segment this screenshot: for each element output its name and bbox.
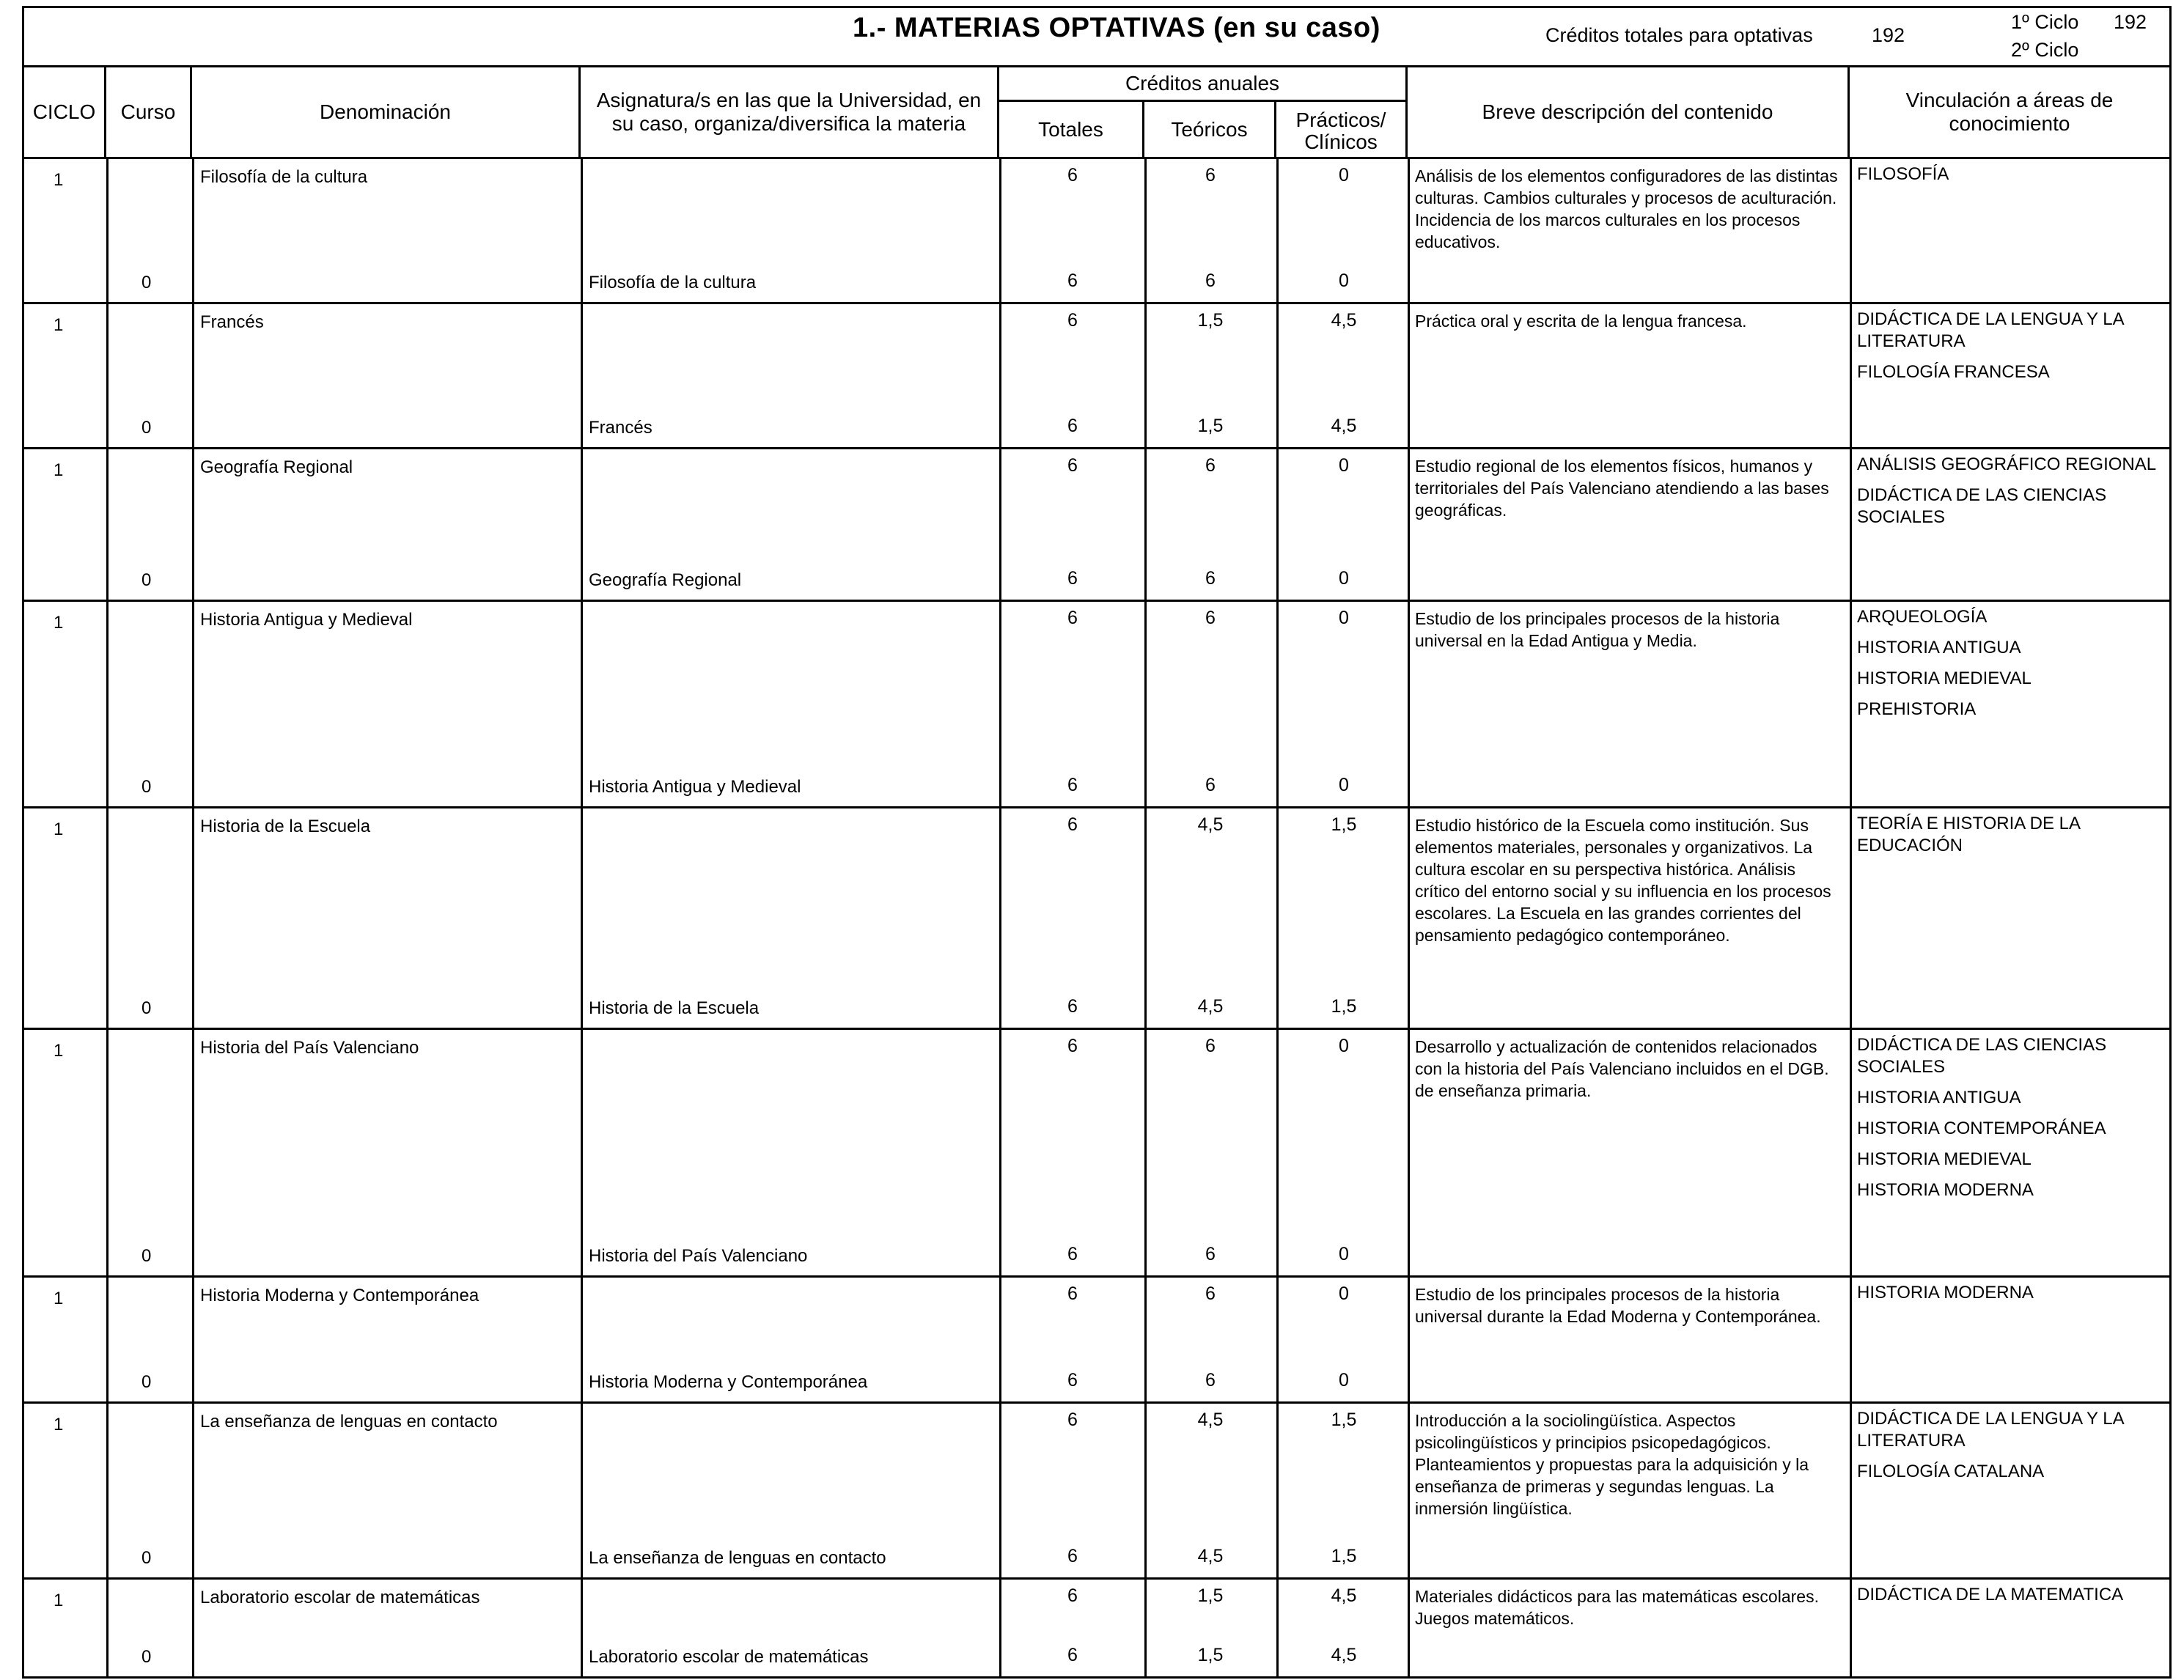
column-divider	[581, 449, 583, 600]
cell-teoricos: 1,5	[1197, 1585, 1224, 1606]
document-page	[22, 6, 2172, 1679]
cell-practicos-sub: 0	[1339, 1370, 1349, 1390]
table-row	[24, 1404, 2169, 1580]
column-divider	[106, 1580, 109, 1676]
column-divider	[1144, 1404, 1147, 1577]
cell-asignatura: Historia del País Valenciano	[589, 1246, 808, 1266]
cell-curso: 0	[141, 273, 152, 292]
cell-denominacion: Filosofía de la cultura	[200, 167, 368, 187]
cell-curso: 0	[141, 998, 152, 1018]
cell-descripcion: Materiales didácticos para las matemáticas escolares. Juegos matemáticos.	[1415, 1587, 1819, 1628]
cell-totales-sub: 6	[1067, 1546, 1078, 1566]
cell-totales-sub: 6	[1067, 1244, 1078, 1264]
cell-ciclo: 1	[54, 819, 64, 839]
column-divider	[106, 1278, 109, 1401]
cell-denominacion: Historia de la Escuela	[200, 817, 371, 836]
cell-totales: 6	[1067, 455, 1078, 476]
column-divider	[106, 808, 109, 1028]
column-divider	[1144, 1580, 1147, 1676]
col-header-descripcion: Breve descripción del contenido	[1408, 67, 1850, 157]
column-divider	[1850, 1030, 1852, 1275]
column-divider	[1276, 159, 1279, 302]
cell-totales-sub: 6	[1067, 568, 1078, 589]
column-divider	[999, 304, 1001, 447]
area-item: HISTORIA ANTIGUA	[1857, 1088, 2021, 1108]
cell-totales-sub: 6	[1067, 416, 1078, 436]
column-divider	[1408, 304, 1410, 447]
column-divider	[999, 808, 1001, 1028]
column-divider	[192, 1580, 194, 1676]
cell-curso: 0	[141, 570, 152, 590]
cell-totales: 6	[1067, 1283, 1078, 1304]
column-divider	[1276, 1030, 1279, 1275]
cell-denominacion: Historia Antigua y Medieval	[200, 610, 413, 630]
credits-total-label: Créditos totales para optativas	[1545, 24, 1813, 46]
column-divider	[106, 159, 109, 302]
cell-practicos-sub: 4,5	[1331, 416, 1357, 436]
cell-ciclo: 1	[54, 315, 64, 335]
cell-asignatura: Historia de la Escuela	[589, 998, 760, 1018]
cell-practicos: 4,5	[1331, 310, 1357, 331]
column-divider	[1144, 304, 1147, 447]
cell-practicos-sub: 4,5	[1331, 1645, 1357, 1665]
cell-teoricos-sub: 6	[1205, 1370, 1216, 1390]
cell-totales-sub: 6	[1067, 1645, 1078, 1665]
ciclo1-label: 1º Ciclo	[2011, 11, 2079, 33]
col-header-curso: Curso	[106, 67, 192, 157]
cell-totales: 6	[1067, 1410, 1078, 1430]
cell-teoricos-sub: 6	[1205, 568, 1216, 589]
cell-curso: 0	[141, 1647, 152, 1667]
cell-ciclo: 1	[54, 1041, 64, 1061]
cell-descripcion: Estudio regional de los elementos físicos, humanos y territoriales del País Valenciano atendiendo a las bases geográficas.	[1415, 457, 1829, 520]
col-header-teoricos: Teóricos	[1144, 102, 1276, 157]
column-divider	[1850, 602, 1852, 806]
area-item: ANÁLISIS GEOGRÁFICO REGIONAL	[1857, 454, 2157, 474]
column-divider	[1408, 1404, 1410, 1577]
cell-teoricos: 1,5	[1197, 310, 1224, 331]
area-item: FILOSOFÍA	[1857, 164, 1949, 184]
area-item: HISTORIA MODERNA	[1857, 1283, 2034, 1303]
cell-vinculacion	[1857, 813, 2165, 866]
col-header-creditos: Créditos anuales	[999, 67, 1405, 102]
cell-asignatura: Geografía Regional	[589, 570, 742, 590]
column-divider	[581, 159, 583, 302]
cell-practicos: 0	[1339, 455, 1349, 476]
col-header-ciclo: CICLO	[24, 67, 106, 157]
column-divider	[1408, 602, 1410, 806]
area-item: DIDÁCTICA DE LA MATEMATICA	[1857, 1585, 2124, 1605]
cell-teoricos-sub: 4,5	[1197, 996, 1224, 1017]
cell-curso: 0	[141, 418, 152, 438]
cell-practicos: 0	[1339, 1036, 1349, 1056]
column-divider	[999, 1580, 1001, 1676]
cell-descripcion: Análisis de los elementos configuradores de las distintas culturas. Cambios culturales y procesos de aculturación. Incidencia de los marcos culturales en los procesos educativos.	[1415, 166, 1838, 251]
col-header-asignatura: Asignatura/s en las que la Universidad, en su caso, organiza/diversifica la materia	[581, 67, 999, 157]
column-divider	[1276, 304, 1279, 447]
cell-practicos: 0	[1339, 165, 1349, 185]
table-row	[24, 808, 2169, 1030]
column-divider	[192, 808, 194, 1028]
cell-denominacion: Historia del País Valenciano	[200, 1038, 419, 1058]
cell-teoricos: 6	[1205, 455, 1216, 476]
column-divider	[192, 1030, 194, 1275]
column-divider	[106, 304, 109, 447]
column-divider	[192, 1278, 194, 1401]
area-item: DIDÁCTICA DE LAS CIENCIAS SOCIALES	[1857, 485, 2107, 527]
ciclo2-label: 2º Ciclo	[2011, 39, 2079, 61]
area-item: HISTORIA MODERNA	[1857, 1180, 2034, 1200]
cell-asignatura: Francés	[589, 418, 652, 438]
column-divider	[1408, 1580, 1410, 1676]
column-divider	[581, 1580, 583, 1676]
cell-teoricos-sub: 1,5	[1197, 1645, 1224, 1665]
column-divider	[1408, 1030, 1410, 1275]
column-divider	[1144, 159, 1147, 302]
table-row	[24, 304, 2169, 449]
column-divider	[1850, 1580, 1852, 1676]
cell-totales-sub: 6	[1067, 996, 1078, 1017]
cell-practicos-sub: 0	[1339, 1244, 1349, 1264]
cell-denominacion: Geografía Regional	[200, 457, 353, 477]
cell-asignatura: Filosofía de la cultura	[589, 273, 757, 292]
column-divider	[192, 1404, 194, 1577]
cell-descripcion: Estudio de los principales procesos de la historia universal durante la Edad Moderna y Contemporánea.	[1415, 1285, 1821, 1326]
cell-totales-sub: 6	[1067, 775, 1078, 795]
col-header-practicos: Prácticos/ Clínicos	[1295, 108, 1386, 153]
area-item: FILOLOGÍA CATALANA	[1857, 1462, 2045, 1481]
table-row	[24, 1580, 2169, 1679]
column-divider	[192, 449, 194, 600]
column-divider	[1276, 1404, 1279, 1577]
cell-ciclo: 1	[54, 613, 64, 633]
column-divider	[999, 602, 1001, 806]
cell-practicos: 1,5	[1331, 1410, 1357, 1430]
cell-totales: 6	[1067, 1036, 1078, 1056]
cell-teoricos-sub: 6	[1205, 775, 1216, 795]
column-divider	[581, 304, 583, 447]
column-divider	[106, 1404, 109, 1577]
ciclo1-value: 192	[2114, 11, 2147, 33]
col-header-vinculacion: Vinculación a áreas de conocimiento	[1905, 89, 2114, 135]
cell-totales: 6	[1067, 165, 1078, 185]
cell-denominacion: Laboratorio escolar de matemáticas	[200, 1588, 480, 1607]
column-divider	[1276, 808, 1279, 1028]
column-divider	[1850, 1278, 1852, 1401]
cell-vinculacion	[1857, 163, 2165, 194]
cell-vinculacion	[1857, 606, 2165, 729]
table-row	[24, 602, 2169, 808]
column-divider	[192, 602, 194, 806]
cell-teoricos: 6	[1205, 1036, 1216, 1056]
cell-asignatura: La enseñanza de lenguas en contacto	[589, 1548, 886, 1568]
cell-curso: 0	[141, 1372, 152, 1392]
column-divider	[1408, 159, 1410, 302]
cell-descripcion: Estudio de los principales procesos de la historia universal en la Edad Antigua y Media.	[1415, 609, 1780, 650]
column-divider	[1850, 449, 1852, 600]
area-item: DIDÁCTICA DE LA LENGUA Y LA LITERATURA	[1857, 309, 2124, 351]
column-divider	[192, 159, 194, 302]
cell-practicos-sub: 0	[1339, 270, 1349, 291]
cell-teoricos-sub: 6	[1205, 270, 1216, 291]
cell-denominacion: Historia Moderna y Contemporánea	[200, 1286, 479, 1305]
cell-totales-sub: 6	[1067, 1370, 1078, 1390]
cell-descripcion: Desarrollo y actualización de contenidos relacionados con la historia del País Valenciano incluidos en el DGB. de enseñanza primaria.	[1415, 1037, 1829, 1100]
column-divider	[1850, 159, 1852, 302]
cell-practicos-sub: 0	[1339, 775, 1349, 795]
column-divider	[999, 1278, 1001, 1401]
cell-practicos: 0	[1339, 608, 1349, 628]
cell-teoricos: 6	[1205, 608, 1216, 628]
cell-descripcion: Práctica oral y escrita de la lengua francesa.	[1415, 312, 1747, 331]
cell-asignatura: Historia Moderna y Contemporánea	[589, 1372, 868, 1392]
cell-totales-sub: 6	[1067, 270, 1078, 291]
area-item: TEORÍA E HISTORIA DE LA EDUCACIÓN	[1857, 814, 2080, 855]
cell-vinculacion	[1857, 309, 2165, 392]
cell-teoricos: 6	[1205, 165, 1216, 185]
cell-vinculacion	[1857, 1408, 2165, 1492]
cell-vinculacion	[1857, 1034, 2165, 1210]
column-divider	[106, 449, 109, 600]
cell-teoricos-sub: 1,5	[1197, 416, 1224, 436]
col-header-totales: Totales	[999, 102, 1144, 157]
cell-practicos-sub: 1,5	[1331, 1546, 1357, 1566]
cell-ciclo: 1	[54, 1591, 64, 1610]
column-divider	[999, 1030, 1001, 1275]
area-item: HISTORIA ANTIGUA	[1857, 638, 2021, 657]
cell-curso: 0	[141, 1548, 152, 1568]
column-divider	[1276, 1278, 1279, 1401]
column-divider	[581, 1030, 583, 1275]
table-row	[24, 159, 2169, 304]
column-divider	[1276, 602, 1279, 806]
column-divider	[999, 449, 1001, 600]
table-row	[24, 1278, 2169, 1404]
cell-curso: 0	[141, 777, 152, 797]
cell-teoricos: 4,5	[1197, 1410, 1224, 1430]
cell-practicos-sub: 0	[1339, 568, 1349, 589]
cell-vinculacion	[1857, 1282, 2165, 1313]
table-row	[24, 449, 2169, 602]
title-bar	[22, 6, 2172, 65]
area-item: HISTORIA CONTEMPORÁNEA	[1857, 1119, 2106, 1138]
cell-practicos: 4,5	[1331, 1585, 1357, 1606]
column-divider	[1408, 449, 1410, 600]
column-divider	[1408, 1278, 1410, 1401]
column-divider	[1144, 602, 1147, 806]
cell-practicos: 1,5	[1331, 814, 1357, 835]
column-divider	[1408, 808, 1410, 1028]
column-divider	[581, 602, 583, 806]
column-divider	[1144, 808, 1147, 1028]
column-divider	[1850, 304, 1852, 447]
cell-vinculacion	[1857, 1584, 2165, 1615]
cell-ciclo: 1	[54, 1289, 64, 1308]
cell-teoricos-sub: 4,5	[1197, 1546, 1224, 1566]
area-item: HISTORIA MEDIEVAL	[1857, 668, 2032, 688]
area-item: ARQUEOLOGÍA	[1857, 607, 1988, 627]
column-divider	[106, 1030, 109, 1275]
cell-totales: 6	[1067, 310, 1078, 331]
area-item: DIDÁCTICA DE LA LENGUA Y LA LITERATURA	[1857, 1409, 2124, 1451]
cell-curso: 0	[141, 1246, 152, 1266]
cell-asignatura: Laboratorio escolar de matemáticas	[589, 1647, 869, 1667]
page-title: 1.- MATERIAS OPTATIVAS (en su caso)	[853, 12, 1380, 43]
column-divider	[999, 159, 1001, 302]
cell-ciclo: 1	[54, 1415, 64, 1434]
table-row	[24, 1030, 2169, 1278]
cell-teoricos: 4,5	[1197, 814, 1224, 835]
col-header-creditos-group	[999, 67, 1408, 157]
column-divider	[192, 304, 194, 447]
cell-teoricos-sub: 6	[1205, 1244, 1216, 1264]
column-divider	[581, 808, 583, 1028]
cell-denominacion: La enseñanza de lenguas en contacto	[200, 1412, 498, 1432]
table-body	[22, 159, 2172, 1679]
cell-ciclo: 1	[54, 460, 64, 480]
column-divider	[1144, 1278, 1147, 1401]
column-divider	[999, 1404, 1001, 1577]
column-divider	[1850, 1404, 1852, 1577]
column-divider	[581, 1404, 583, 1577]
column-divider	[1850, 808, 1852, 1028]
area-item: DIDÁCTICA DE LAS CIENCIAS SOCIALES	[1857, 1035, 2107, 1077]
column-divider	[1144, 449, 1147, 600]
cell-totales: 6	[1067, 608, 1078, 628]
column-divider	[581, 1278, 583, 1401]
cell-denominacion: Francés	[200, 312, 264, 332]
cell-ciclo: 1	[54, 170, 64, 190]
cell-practicos: 0	[1339, 1283, 1349, 1304]
area-item: FILOLOGÍA FRANCESA	[1857, 362, 2050, 382]
column-divider	[1276, 449, 1279, 600]
credits-total-value: 192	[1872, 24, 1905, 46]
cell-practicos-sub: 1,5	[1331, 996, 1357, 1017]
cell-descripcion: Introducción a la sociolingüística. Aspectos psicolingüísticos y principios psicopedagógicos. Planteamientos y propuestas para la adquisición y la enseñanza de primeras y segundas lenguas. La inmersión lingüística.	[1415, 1411, 1809, 1518]
column-divider	[1276, 1580, 1279, 1676]
table-header	[22, 65, 2172, 159]
cell-totales: 6	[1067, 1585, 1078, 1606]
area-item: HISTORIA MEDIEVAL	[1857, 1149, 2032, 1169]
cell-asignatura: Historia Antigua y Medieval	[589, 777, 801, 797]
area-item: PREHISTORIA	[1857, 699, 1977, 719]
cell-vinculacion	[1857, 454, 2165, 537]
column-divider	[1144, 1030, 1147, 1275]
column-divider	[106, 602, 109, 806]
cell-descripcion: Estudio histórico de la Escuela como institución. Sus elementos materiales, personales y organizativos. La cultura escolar en su perspectiva histórica. Análisis crítico del entorno social y su influencia en los procesos escolares. La Escuela en las grandes corrientes del pensamiento pedagógico contemporáneo.	[1415, 816, 1831, 945]
col-header-denominacion: Denominación	[192, 67, 581, 157]
cell-totales: 6	[1067, 814, 1078, 835]
cell-teoricos: 6	[1205, 1283, 1216, 1304]
